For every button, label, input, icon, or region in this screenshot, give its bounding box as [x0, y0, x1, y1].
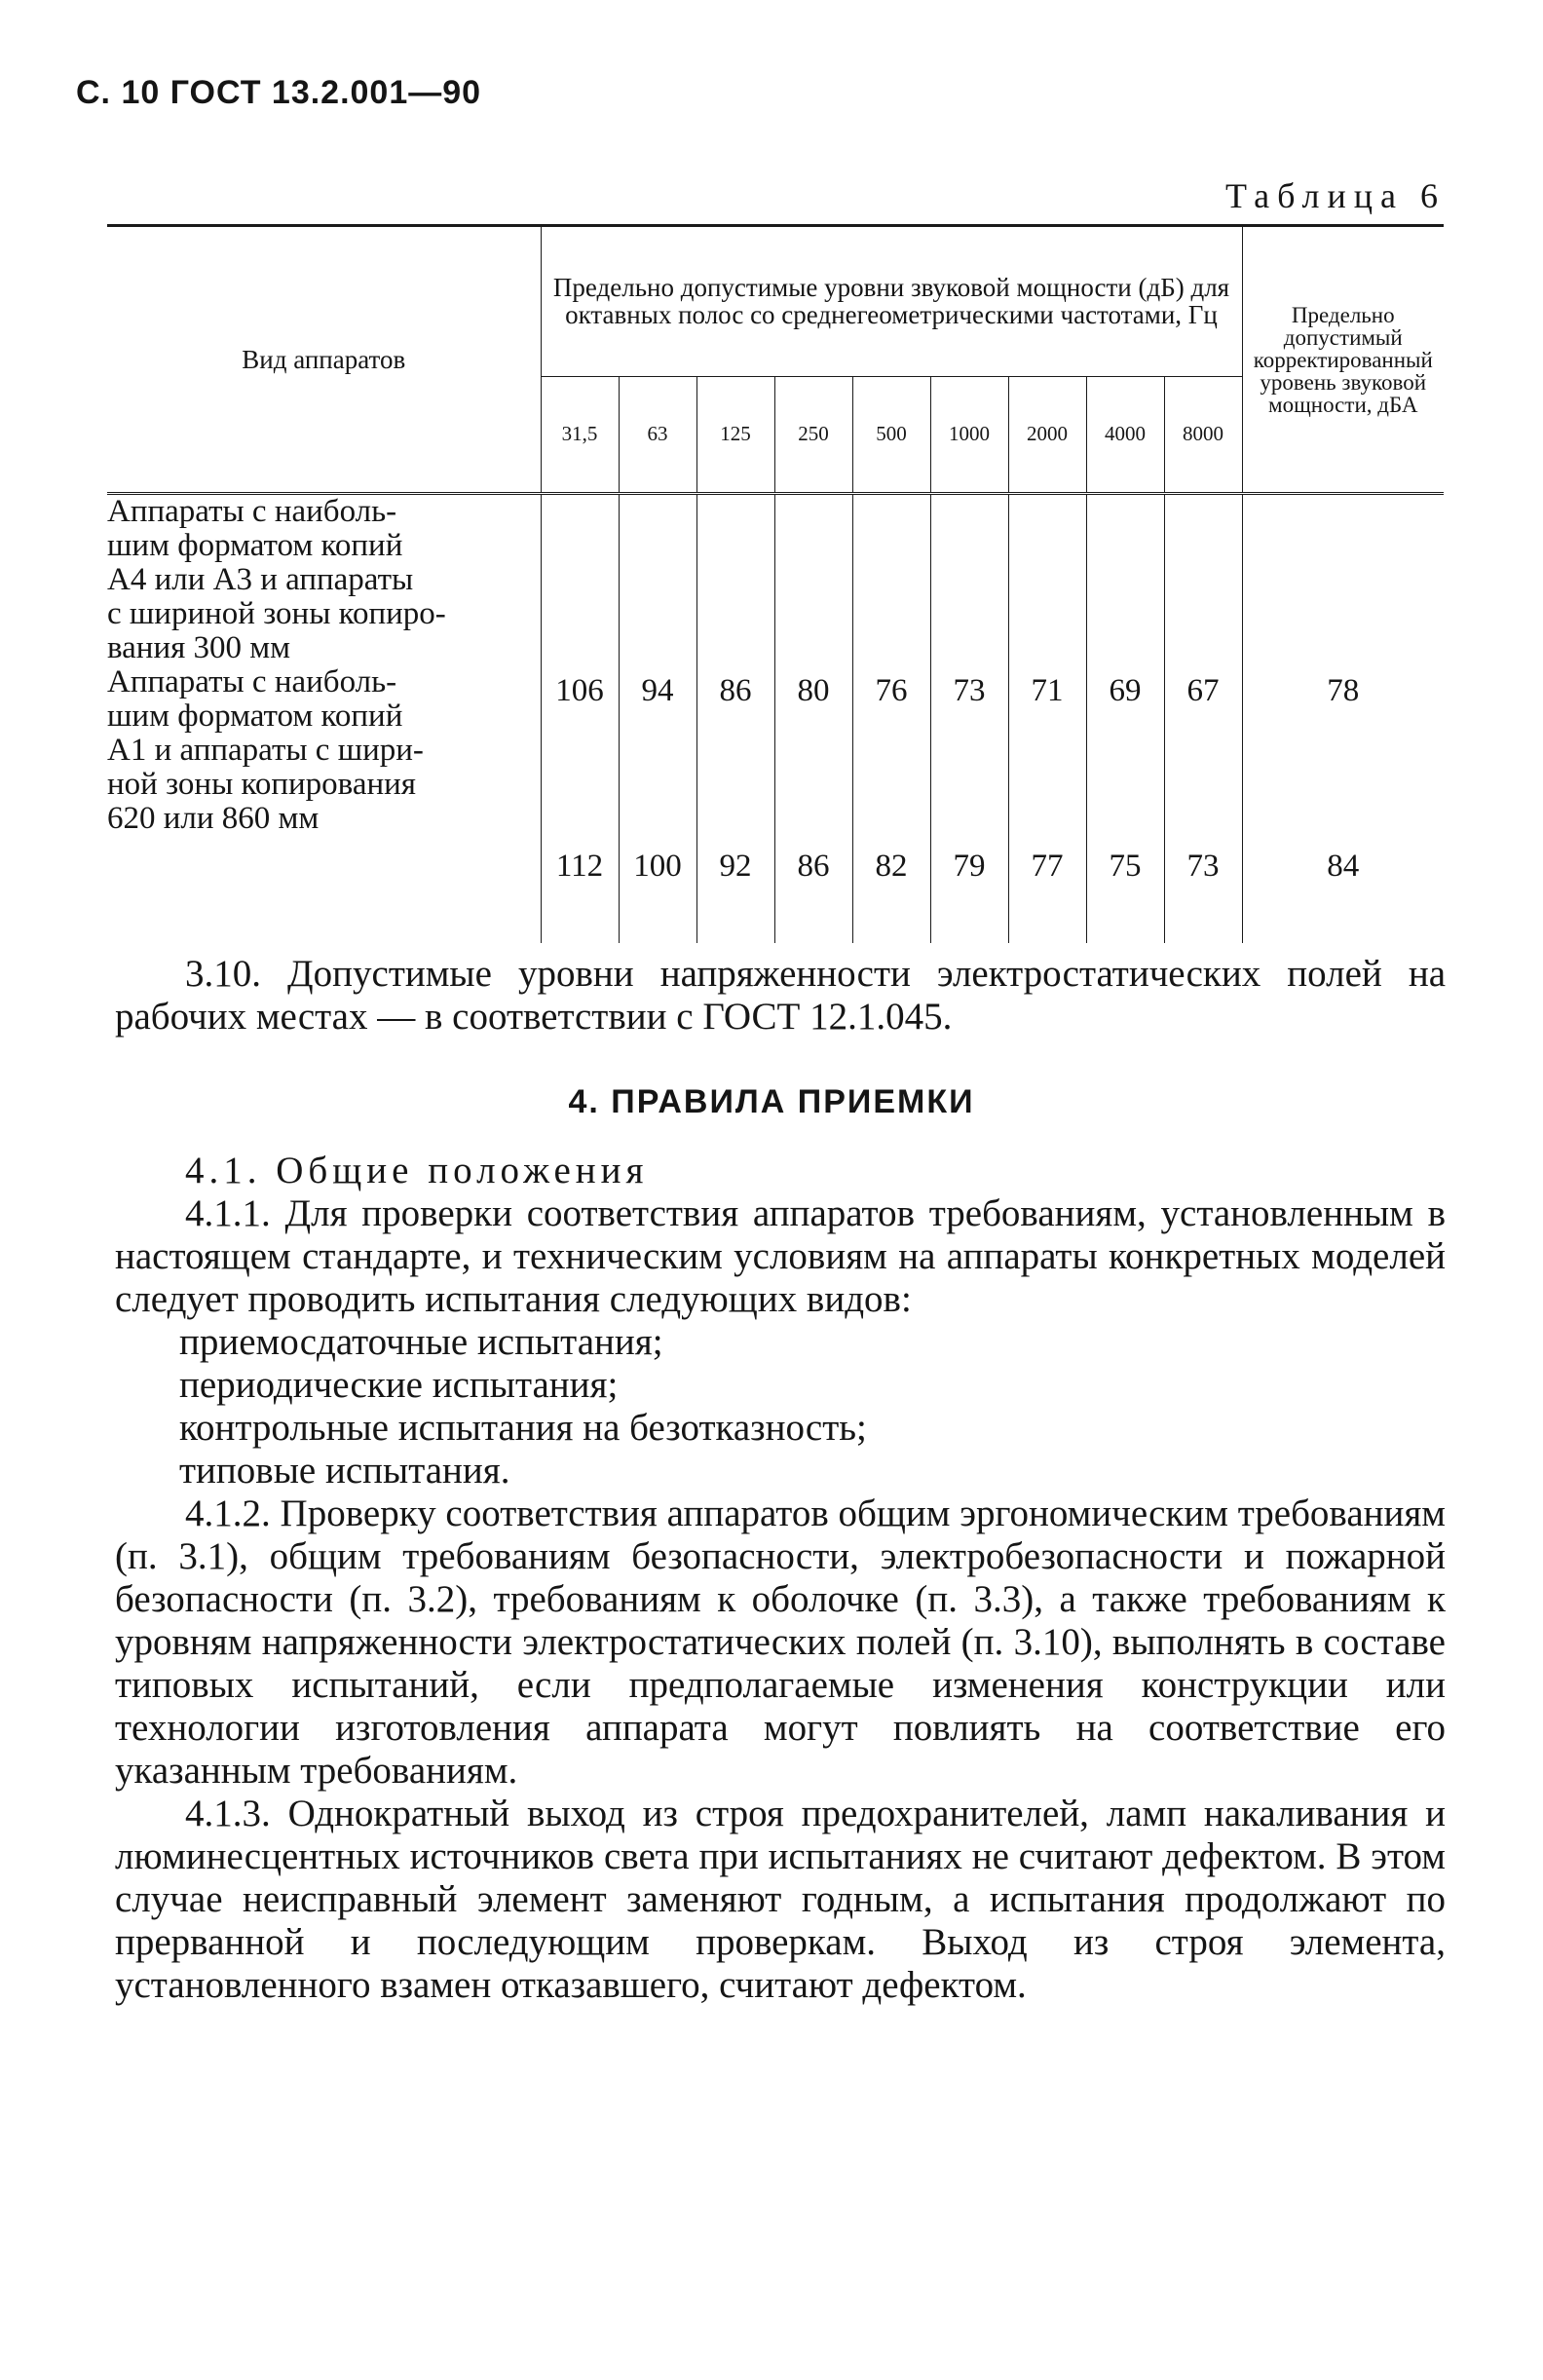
cell-value: 73 — [953, 673, 986, 708]
device-line: Аппараты с наиболь- — [107, 664, 397, 699]
cell-value: 94 — [641, 673, 674, 708]
section-title: 4. ПРАВИЛА ПРИЕМКИ — [568, 1083, 975, 1120]
frequency-header: 4000 — [1086, 376, 1164, 493]
running-head: С. 10 ГОСТ 13.2.001—90 — [76, 74, 482, 111]
cell-value: 82 — [875, 849, 908, 884]
table-cell — [930, 494, 1008, 886]
table-cell — [696, 494, 774, 886]
cell-value: 86 — [797, 849, 830, 884]
frequency-header: 31,5 — [541, 376, 619, 493]
table-caption: Таблица 6 — [1225, 176, 1446, 215]
paragraph-4-1-2: 4.1.2. Проверку соответствия аппаратов общим эргономическим требованиям (п. 3.1), общим требованиям безопасности, электробезопасности и пожарной безопасности (п. 3.2), требованиям к оболочке (п. 3.3), а также требованиям к уровням напряженности электростатических полей (п. 3.10), выполнять в составе типовых испытаний, если предполагаемые изменения конструкции или технологии изготовления аппарата могут повлиять на соответствие его указанным требованиям. — [115, 1492, 1446, 1792]
cell-value: 69 — [1109, 673, 1142, 708]
test-types-list — [115, 1321, 1446, 1492]
column-header-octave-levels: Предельно допустимые уровни звуковой мощности (дБ) для октавных полос со среднегеометрическими частотами, Гц — [541, 226, 1242, 377]
device-line: вания 300 мм — [107, 630, 291, 665]
cell-value: 73 — [1186, 849, 1220, 884]
paragraph-4-1-1: 4.1.1. Для проверки соответствия аппаратов требованиям, установленным в настоящем стандарте, и техническим условиям на аппараты конкретных моделей следует проводить испытания следующих видов: — [115, 1192, 1446, 1320]
paragraph-text: 3.10. Допустимые уровни напряженности электростатических полей на рабочих местах — в соответствии с ГОСТ 12.1.045. — [115, 953, 1446, 1038]
table-cell — [1242, 494, 1444, 886]
device-description — [107, 494, 541, 886]
list-item: типовые испытания. — [179, 1450, 510, 1492]
device-line: шим форматом копий — [107, 699, 403, 734]
frequency-header: 500 — [852, 376, 930, 493]
cell-value: 79 — [953, 849, 986, 884]
table-cell — [619, 494, 696, 886]
cell-value: 92 — [719, 849, 752, 884]
paragraph-3-10 — [115, 953, 1446, 1039]
cell-value: 106 — [555, 673, 604, 708]
table-cell — [774, 494, 852, 886]
frequency-header: 2000 — [1008, 376, 1086, 493]
cell-value: 71 — [1031, 673, 1064, 708]
subsection-heading-text: 4.1. Общие положения — [185, 1150, 649, 1191]
cell-value: 86 — [719, 673, 752, 708]
list-item: контрольные испытания на безотказность; — [179, 1407, 867, 1449]
table-cell — [1164, 494, 1242, 886]
weighted-value: 78 — [1327, 673, 1360, 708]
weighted-value: 84 — [1327, 849, 1360, 884]
frequency-header: 250 — [774, 376, 852, 493]
cell-value: 100 — [633, 849, 682, 884]
device-line: А1 и аппараты с шири- — [107, 733, 424, 768]
frequency-header: 63 — [619, 376, 696, 493]
list-item: приемосдаточные испытания; — [179, 1321, 663, 1363]
cell-value: 80 — [797, 673, 830, 708]
table-cell — [852, 494, 930, 886]
column-header-device: Вид аппаратов — [107, 226, 541, 494]
list-item: периодические испытания; — [179, 1364, 619, 1406]
device-line: шим форматом копий — [107, 528, 403, 563]
column-header-weighted-level: Предельно допустимый корректированный уровень звуковой мощности, дБА — [1242, 226, 1444, 494]
frequency-header: 8000 — [1164, 376, 1242, 493]
table-row — [107, 494, 1444, 886]
device-line: ной зоны копирования — [107, 767, 416, 802]
frequency-header: 1000 — [930, 376, 1008, 493]
device-line: Аппараты с наиболь- — [107, 494, 397, 529]
frequency-header: 125 — [696, 376, 774, 493]
paragraph-4-1-3: 4.1.3. Однократный выход из строя предохранителей, ламп накаливания и люминесцентных источников света при испытаниях не считают дефектом. В этом случае неисправный элемент заменяют годным, а испытания продолжают по прерванной и последующим проверкам. Выход из строя элемента, установленного взамен отказавшего, считают дефектом. — [115, 1793, 1446, 2006]
table-cell — [1086, 494, 1164, 886]
device-line: 620 или 860 мм — [107, 801, 320, 836]
cell-value: 67 — [1186, 673, 1220, 708]
section-4-body — [115, 1150, 1446, 2007]
cell-value: 75 — [1109, 849, 1142, 884]
cell-value: 77 — [1031, 849, 1064, 884]
table-tail-row — [107, 885, 1444, 943]
noise-limits-table — [107, 224, 1444, 943]
device-line: с шириной зоны копиро- — [107, 596, 446, 631]
cell-value: 112 — [555, 849, 604, 884]
subsection-heading — [115, 1150, 1446, 1192]
table-cell — [1008, 494, 1086, 886]
device-line: А4 или А3 и аппараты — [107, 562, 414, 597]
table-cell — [541, 494, 619, 886]
cell-value: 76 — [875, 673, 908, 708]
